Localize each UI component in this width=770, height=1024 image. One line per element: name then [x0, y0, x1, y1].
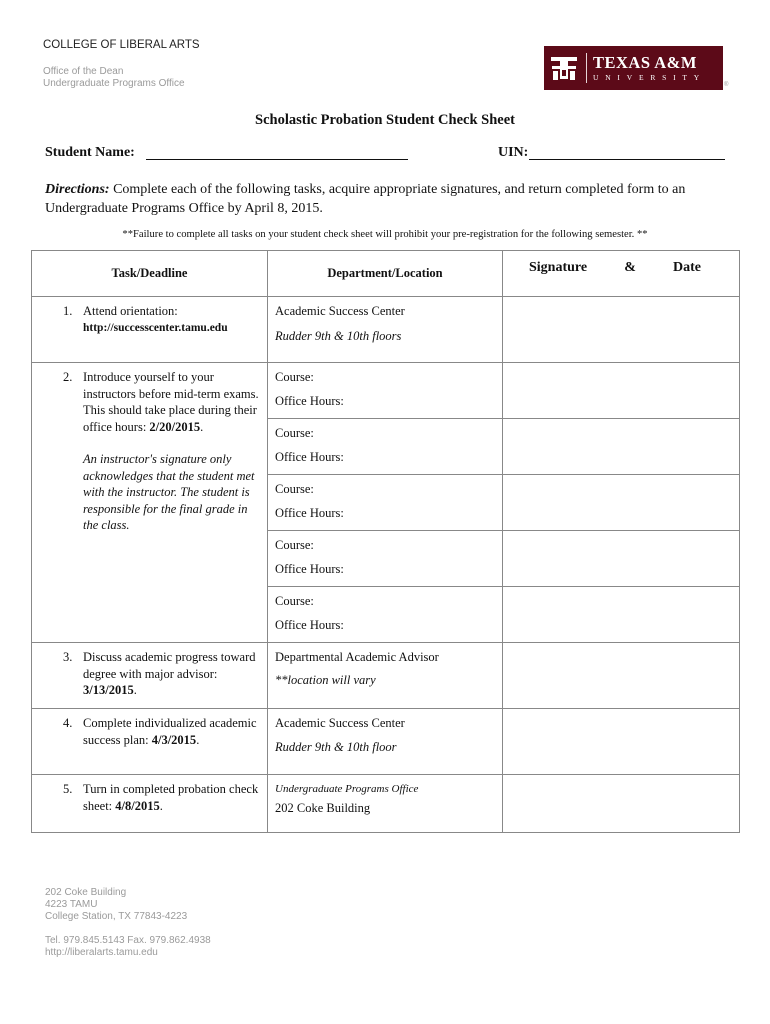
footer-tamu: 4223 TAMU: [45, 899, 98, 910]
dept-cell-5: [268, 775, 503, 833]
task-number: 1.: [63, 304, 73, 318]
table-row: [32, 643, 740, 709]
dept-name: Undergraduate Programs Office: [275, 783, 419, 795]
dept-name: Academic Success Center: [275, 716, 405, 730]
logo-texas-am: TEXAS A&M: [593, 52, 697, 72]
orientation-link[interactable]: http://successcenter.tamu.edu: [83, 321, 228, 334]
dept-cell-1: [268, 297, 503, 363]
table-row: [32, 297, 740, 363]
footer-phone: Tel. 979.845.5143 Fax. 979.862.4938: [45, 935, 211, 946]
table-row: [32, 709, 740, 775]
task-cell-4: 4. Complete individualized academic success plan: 4/3/2015.: [32, 709, 268, 775]
footer-website[interactable]: http://liberalarts.tamu.edu: [45, 947, 158, 958]
directions-label: Directions:: [45, 182, 110, 197]
header-date: Date: [672, 260, 701, 275]
directions-text: Complete each of the following tasks, acquire appropriate signatures, and return completed form to an Undergraduate Programs Office by April 8, 2015.: [45, 182, 686, 216]
student-name-field[interactable]: [146, 159, 408, 160]
dept-location: **location will vary: [275, 672, 376, 687]
course-cell: [268, 363, 503, 419]
signature-cell-2b[interactable]: [503, 419, 740, 475]
signature-cell-4[interactable]: [503, 709, 740, 775]
office-hours-label: Office Hours:: [275, 449, 344, 464]
task-text: Discuss academic progress toward degree with major advisor:: [83, 650, 256, 681]
task-cell-3: 3. Discuss academic progress toward degree with major advisor: 3/13/2015.: [32, 643, 268, 709]
logo-divider: [586, 53, 587, 83]
footer-city: College Station, TX 77843-4223: [45, 911, 188, 922]
uin-label: UIN:: [498, 145, 529, 160]
signature-cell-5[interactable]: [503, 775, 740, 833]
directions: [45, 180, 735, 218]
office-hours-label: Office Hours:: [275, 561, 344, 576]
office-line-dean: Office of the Dean: [43, 66, 124, 77]
table-row: [32, 363, 740, 419]
atm-logo-icon: [544, 46, 584, 90]
dept-location: Rudder 9th & 10th floor: [275, 739, 397, 754]
signature-cell-2c[interactable]: [503, 475, 740, 531]
dept-name: Academic Success Center: [275, 304, 405, 318]
college-name: COLLEGE OF LIBERAL ARTS: [43, 39, 200, 51]
course-cell: [268, 419, 503, 475]
task-text: Introduce yourself to your instructors before mid-term exams. This should take place during their office hours:: [83, 370, 259, 434]
registered-mark: ®: [724, 82, 729, 88]
dept-cell-4: [268, 709, 503, 775]
course-label: Course:: [275, 370, 314, 384]
course-cell: [268, 587, 503, 643]
header-ampersand: &: [624, 260, 636, 275]
task-deadline: 2/20/2015: [149, 419, 201, 434]
warning-note: **Failure to complete all tasks on your student check sheet will prohibit your pre-registration for the following semester. **: [122, 229, 648, 240]
course-label: Course:: [275, 482, 314, 496]
logo-university: UNIVERSITY: [593, 72, 706, 82]
signature-cell-1[interactable]: [503, 297, 740, 363]
dept-location: 202 Coke Building: [275, 800, 371, 815]
header-signature: Signature: [529, 260, 588, 275]
office-hours-label: Office Hours:: [275, 393, 344, 408]
course-cell: [268, 475, 503, 531]
table-row: [32, 775, 740, 833]
dept-cell-3: [268, 643, 503, 709]
task-cell-5: 5. Turn in completed probation check sheet: 4/8/2015.: [32, 775, 268, 833]
task-text: Complete individualized academic success plan:: [83, 716, 257, 747]
office-address: [43, 66, 185, 90]
header-task: Task/Deadline: [32, 251, 268, 297]
instructor-note: An instructor's signature only acknowledges that the student met with the instructor. The student is responsible for the final grade in the class.: [83, 452, 255, 532]
task-number: 5.: [63, 782, 73, 796]
task-number: 3.: [63, 650, 73, 664]
task-number: 2.: [63, 370, 73, 384]
task-cell-2: 2. Introduce yourself to your instructors before mid-term exams. This should take place during their office hours: 2/20/2015. An instructor's signature only acknowledges that the student met with the instructor. The student is responsible for the final grade in the class.: [32, 363, 268, 643]
course-label: Course:: [275, 538, 314, 552]
course-label: Course:: [275, 426, 314, 440]
footer-address: [45, 887, 211, 959]
dept-location: Rudder 9th & 10th floors: [275, 328, 402, 343]
task-table: [31, 250, 740, 833]
office-hours-label: Office Hours:: [275, 505, 344, 520]
course-label: Course:: [275, 594, 314, 608]
task-deadline: 4/8/2015: [115, 798, 160, 813]
student-name-label: Student Name:: [45, 145, 135, 160]
task-text: Turn in completed probation check sheet:: [83, 782, 259, 813]
task-deadline: 4/3/2015: [151, 732, 197, 747]
signature-cell-2a[interactable]: [503, 363, 740, 419]
signature-cell-2e[interactable]: [503, 587, 740, 643]
task-number: 4.: [63, 716, 73, 730]
signature-cell-3[interactable]: [503, 643, 740, 709]
tamu-logo: [544, 46, 723, 90]
header-signature-date: [503, 251, 740, 297]
task-deadline: 3/13/2015: [83, 683, 134, 697]
task-cell-1: [32, 297, 268, 363]
office-hours-label: Office Hours:: [275, 617, 344, 632]
dept-name: Departmental Academic Advisor: [275, 650, 439, 664]
office-line-programs: Undergraduate Programs Office: [43, 78, 185, 89]
task-text: Attend orientation:: [83, 304, 178, 318]
header-department: Department/Location: [268, 251, 503, 297]
course-cell: [268, 531, 503, 587]
form-title: Scholastic Probation Student Check Sheet: [255, 112, 515, 128]
footer-building: 202 Coke Building: [45, 887, 127, 898]
signature-cell-2d[interactable]: [503, 531, 740, 587]
uin-field[interactable]: [529, 159, 725, 160]
